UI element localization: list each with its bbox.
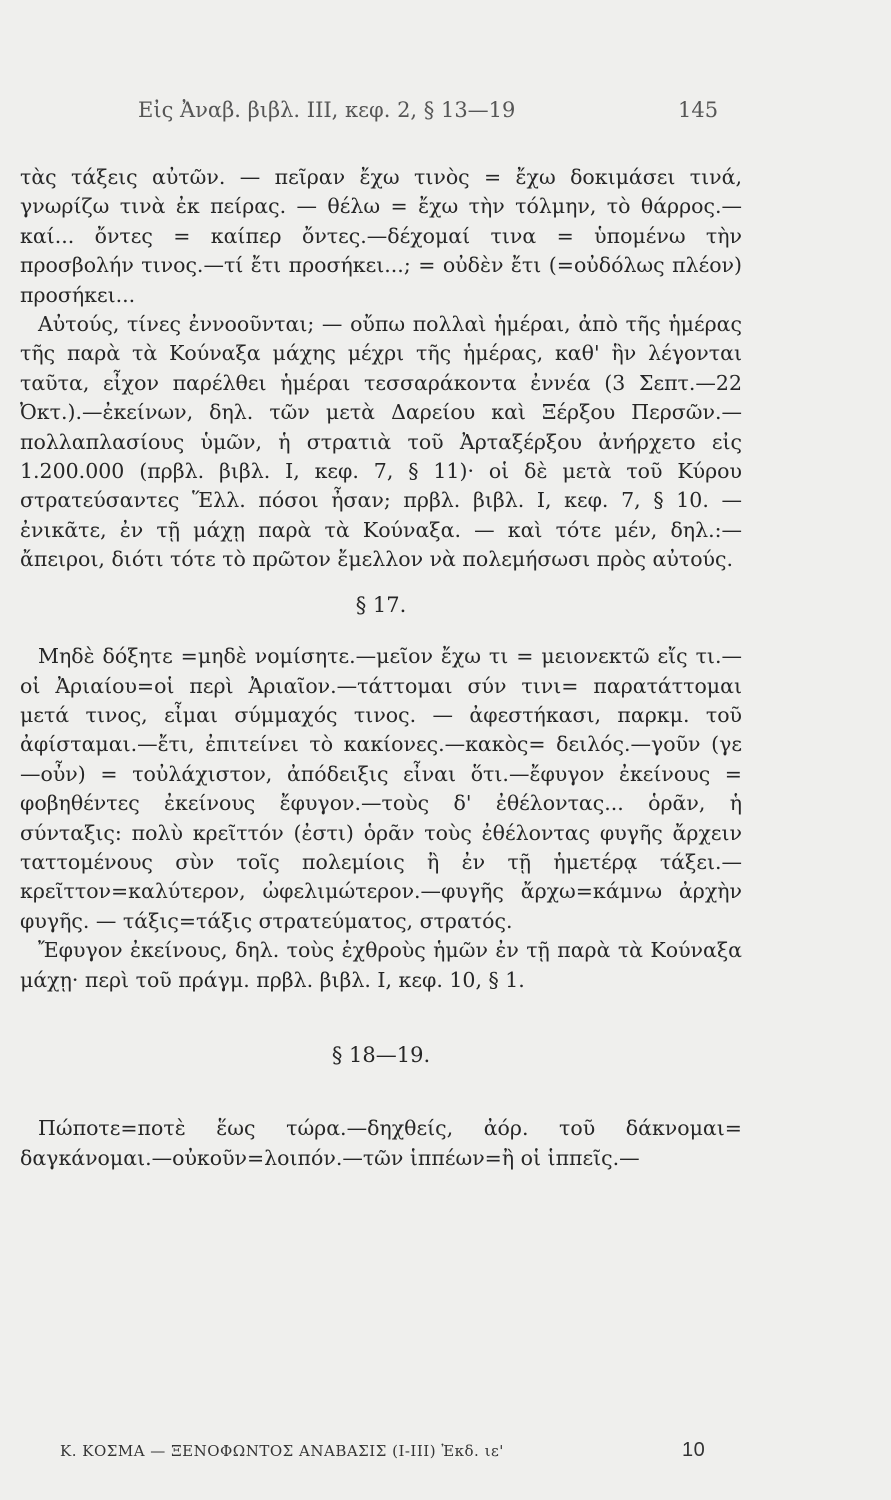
paragraph: Μηδὲ δόξητε =μηδὲ νομίσητε.—μεῖον ἔχω τι = μειονεκτῶ εἴς τι.—οἱ Ἀριαίου=οἱ περὶ Ἀριαῖον.—τάττομαι σύν τινι= παρατάττομαι μετά τινος, εἶμαι σύμμαχός τινος. — ἀφεστήκασι, παρκμ. τοῦ ἀφίσταμαι.—ἔτι, ἐπιτείνει τὸ κακίονες.—κακὸς= δειλός.—γοῦν (γε—οὖν) = τοὐλάχιστον, ἀπόδειξις εἶναι ὅτι.—ἔφυγον ἐκείνους = φοβηθέντες ἐκείνους ἔφυγον.—τοὺς δ' ἐθέλοντας... ὁρᾶν, ἡ σύνταξις: πολὺ κρεῖττόν (ἐστι) ὁρᾶν τοὺς ἐθέλοντας φυγῆς ἄρχειν ταττομένους σὺν τοῖς πολεμίοις ἢ ἐν τῇ ἡμετέρᾳ τάξει.—κρεῖττον=καλύτερον, ὠφελιμώτερον.—φυγῆς ἄρχω=κάμνω ἀρχὴν φυγῆς. — τάξις=τάξις στρατεύματος, στρατός. xyxy=(20,644,742,933)
page-number: 145 xyxy=(678,98,719,122)
sheet-number: 10 xyxy=(682,1439,706,1461)
sheet-signature xyxy=(60,1439,706,1461)
section-heading-18-19: § 18—19. xyxy=(331,1042,431,1067)
signature-text: Κ. ΚΟΣΜΑ — ΞΕΝΟΦΩΝΤΟΣ ΑΝΑΒΑΣΙΣ (Ι-ΙΙΙ) Ἐκδ. ιε' xyxy=(60,1442,504,1460)
paragraph: τὰς τάξεις αὐτῶν. — πεῖραν ἔχω τινὸς = ἔχω δοκιμάσει τινά, γνωρίζω τινὰ ἐκ πείρας. — θέλω = ἔχω τὴν τόλμην, τὸ θάρρος.—καί... ὄντες = καίπερ ὄντες.—δέχομαί τινα = ὑπομένω τὴν προσβολήν τινος.—τί ἔτι προσήκει...; = οὐδὲν ἔτι (=οὐδόλως πλέον) προσήκει... xyxy=(20,165,742,307)
paragraph: Ἔφυγον ἐκείνους, δηλ. τοὺς ἐχθροὺς ἡμῶν ἐν τῇ παρὰ τὰ Κούναξα μάχῃ· περὶ τοῦ πράγμ. πρβλ. βιβλ. Ι, κεφ. 10, § 1. xyxy=(20,938,742,992)
section-heading-17: § 17. xyxy=(355,592,407,617)
paragraph: Πώποτε=ποτὲ ἕως τώρα.—δηχθείς, ἀόρ. τοῦ δάκνομαι= δαγκάνομαι.—οὐκοῦν=λοιπόν.—τῶν ἱππέων=ἢ οἱ ἱππεῖς.— xyxy=(20,1116,742,1170)
commentary-body xyxy=(20,163,742,1173)
paragraph: Αὐτούς, τίνες ἐννοοῦνται; — οὔπω πολλαὶ ἡμέραι, ἀπὸ τῆς ἡμέρας τῆς παρὰ τὰ Κούναξα μάχης μέχρι τῆς ἡμέρας, καθ' ἣν λέγονται ταῦτα, εἶχον παρέλθει ἡμέραι τεσσαράκοντα ἐννέα (3 Σεπτ.—22 Ὀκτ.).—ἐκείνων, δηλ. τῶν μετὰ Δαρείου καὶ Ξέρξου Περσῶν.—πολλαπλασίους ὑμῶν, ἡ στρατιὰ τοῦ Ἀρταξέρξου ἀνήρχετο εἰς 1.200.000 (πρβλ. βιβλ. Ι, κεφ. 7, § 11)· οἱ δὲ μετὰ τοῦ Κύρου στρατεύσαντες Ἕλλ. πόσοι ἦσαν; πρβλ. βιβλ. Ι, κεφ. 7, § 10. — ἐνικᾶτε, ἐν τῇ μάχῃ παρὰ τὰ Κούναξα. — καὶ τότε μέν, δηλ.:—ἄπειροι, διότι τότε τὸ πρῶτον ἔμελλον νὰ πολεμήσωσι πρὸς αὐτούς. xyxy=(20,312,742,572)
running-title: Εἰς Ἀναβ. βιβλ. ΙΙΙ, κεφ. 2, § 13—19 xyxy=(138,98,516,122)
running-header xyxy=(138,98,738,122)
